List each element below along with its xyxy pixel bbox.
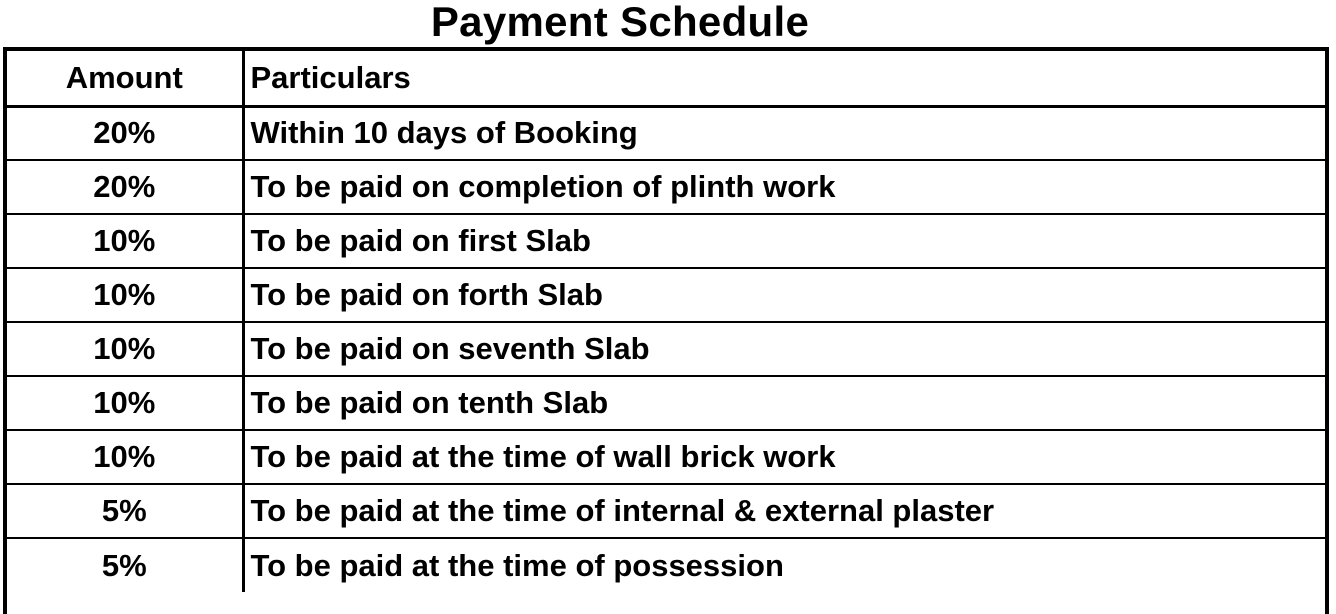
particulars-cell: To be paid on completion of plinth work (243, 160, 1325, 214)
amount-cell: 5% (7, 538, 243, 592)
table-row (7, 106, 1325, 160)
table-header-row (7, 51, 1325, 106)
particulars-cell: To be paid on forth Slab (243, 268, 1325, 322)
table-row (7, 160, 1325, 214)
table-row (7, 214, 1325, 268)
particulars-cell: To be paid on tenth Slab (243, 376, 1325, 430)
table-row (7, 322, 1325, 376)
table-row (7, 268, 1325, 322)
amount-cell: 10% (7, 322, 243, 376)
table-row (7, 538, 1325, 592)
particulars-cell: Within 10 days of Booking (243, 106, 1325, 160)
particulars-cell: To be paid on first Slab (243, 214, 1325, 268)
table-row (7, 376, 1325, 430)
particulars-cell: To be paid at the time of wall brick work (243, 430, 1325, 484)
amount-cell: 20% (7, 160, 243, 214)
amount-cell: 5% (7, 484, 243, 538)
particulars-cell: To be paid at the time of possession (250, 547, 784, 583)
amount-cell: 10% (7, 268, 243, 322)
amount-cell: 10% (7, 376, 243, 430)
column-header-particulars: Particulars (243, 51, 1325, 106)
amount-cell: 10% (7, 214, 243, 268)
amount-cell: 20% (7, 106, 243, 160)
table-row (7, 484, 1325, 538)
particulars-cell: To be paid on seventh Slab (243, 322, 1325, 376)
page-title: Payment Schedule (430, 0, 810, 45)
amount-cell: 10% (7, 430, 243, 484)
table-row (7, 430, 1325, 484)
particulars-cell: To be paid at the time of internal & external plaster (243, 484, 1325, 538)
payment-schedule-table (3, 47, 1329, 614)
column-header-amount: Amount (7, 51, 243, 106)
